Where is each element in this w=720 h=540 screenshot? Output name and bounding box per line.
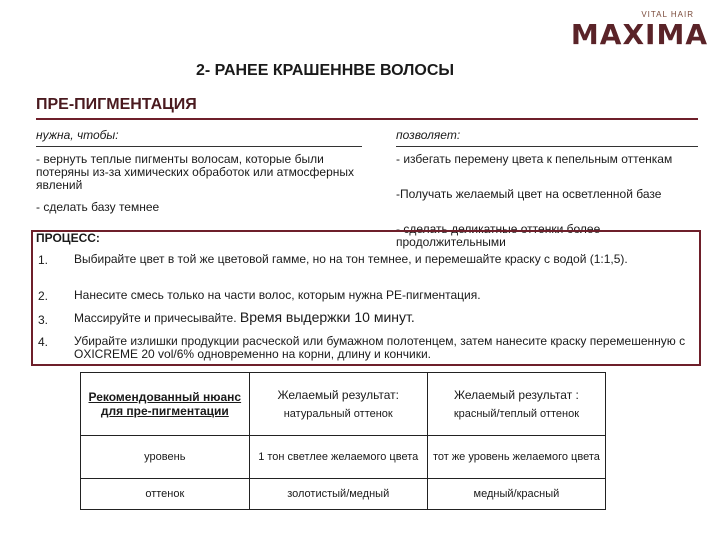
step-1-text: Выбирайте цвет в той же цветовой гамме, но на тон темнее, и перемешайте краску с водой (1:1,5). [74,252,628,266]
row-level-natural: 1 тон светлее желаемого цвета [249,436,427,479]
right-item-2: -Получать желаемый цвет на осветленной базе [396,187,662,201]
step-3-exposure-time: Время выдержки 10 минут. [239,309,415,325]
row-shade-red: медный/красный [427,479,605,510]
process-title: ПРОЦЕСС: [36,231,100,245]
logo-tagline: VITAL HAIR [641,10,694,19]
left-column-underline [36,146,362,147]
section-subtitle: ПРЕ-ПИГМЕНТАЦИЯ [36,96,197,113]
step-4-text: Убирайте излишки продукции расческой или бумажном полотенцем, затем нанесите краску перемешенную с OXICREME 20 vol/6% одновременно на корни, длину и кончики. [74,334,686,361]
header-col1-text: Рекомендованный нюанс для пре-пигментации [88,390,242,418]
table-header-row [81,373,606,436]
header-col3-sub: красный/теплый оттенок [453,408,580,420]
recommendation-table [80,372,606,510]
step-1-number: 1. [38,253,49,267]
left-column-heading: нужна, чтобы: [36,128,119,142]
row-shade-label: оттенок [81,479,250,510]
header-col2-title: Желаемый результат: [277,388,400,402]
row-shade-natural: золотистый/медный [249,479,427,510]
header-col2-sub: натуральный оттенок [283,408,393,420]
table-row [81,479,606,510]
right-item-3: - сделать деликатные оттенки более продолжительными [396,222,601,249]
header-recommended-nuance [81,373,250,436]
step-3-text-main: Массируйте и причесывайте. [74,311,237,325]
table-row [81,436,606,479]
title-divider [36,118,698,120]
row-level-label: уровень [81,436,250,479]
header-red [427,373,605,436]
step-2-number: 2. [38,289,49,303]
left-item-2: - сделать базу темнее [36,200,160,214]
header-col3-title: Желаемый результат : [453,388,579,402]
step-4-number: 4. [38,335,49,349]
logo-wordmark: MAXIMA [570,18,708,51]
right-item-1: - избегать перемену цвета к пепельным оттенкам [396,152,673,166]
row-level-red: тот же уровень желаемого цвета [427,436,605,479]
step-2-text: Нанесите смесь только на части волос, которым нужна РЕ-пигментация. [74,288,481,302]
left-item-1: - вернуть теплые пигменты волосам, которые были потеряны из-за химических обработок или атмосферных явлений [36,152,354,192]
right-column-heading: позволяет: [396,128,461,142]
page-title: 2- РАНЕЕ КРАШЕННВЕ ВОЛОСЫ [196,62,455,79]
right-column-underline [396,146,698,147]
step-3-text [74,311,694,325]
step-3-number: 3. [38,313,49,327]
maxima-logo [570,8,708,51]
header-natural [249,373,427,436]
